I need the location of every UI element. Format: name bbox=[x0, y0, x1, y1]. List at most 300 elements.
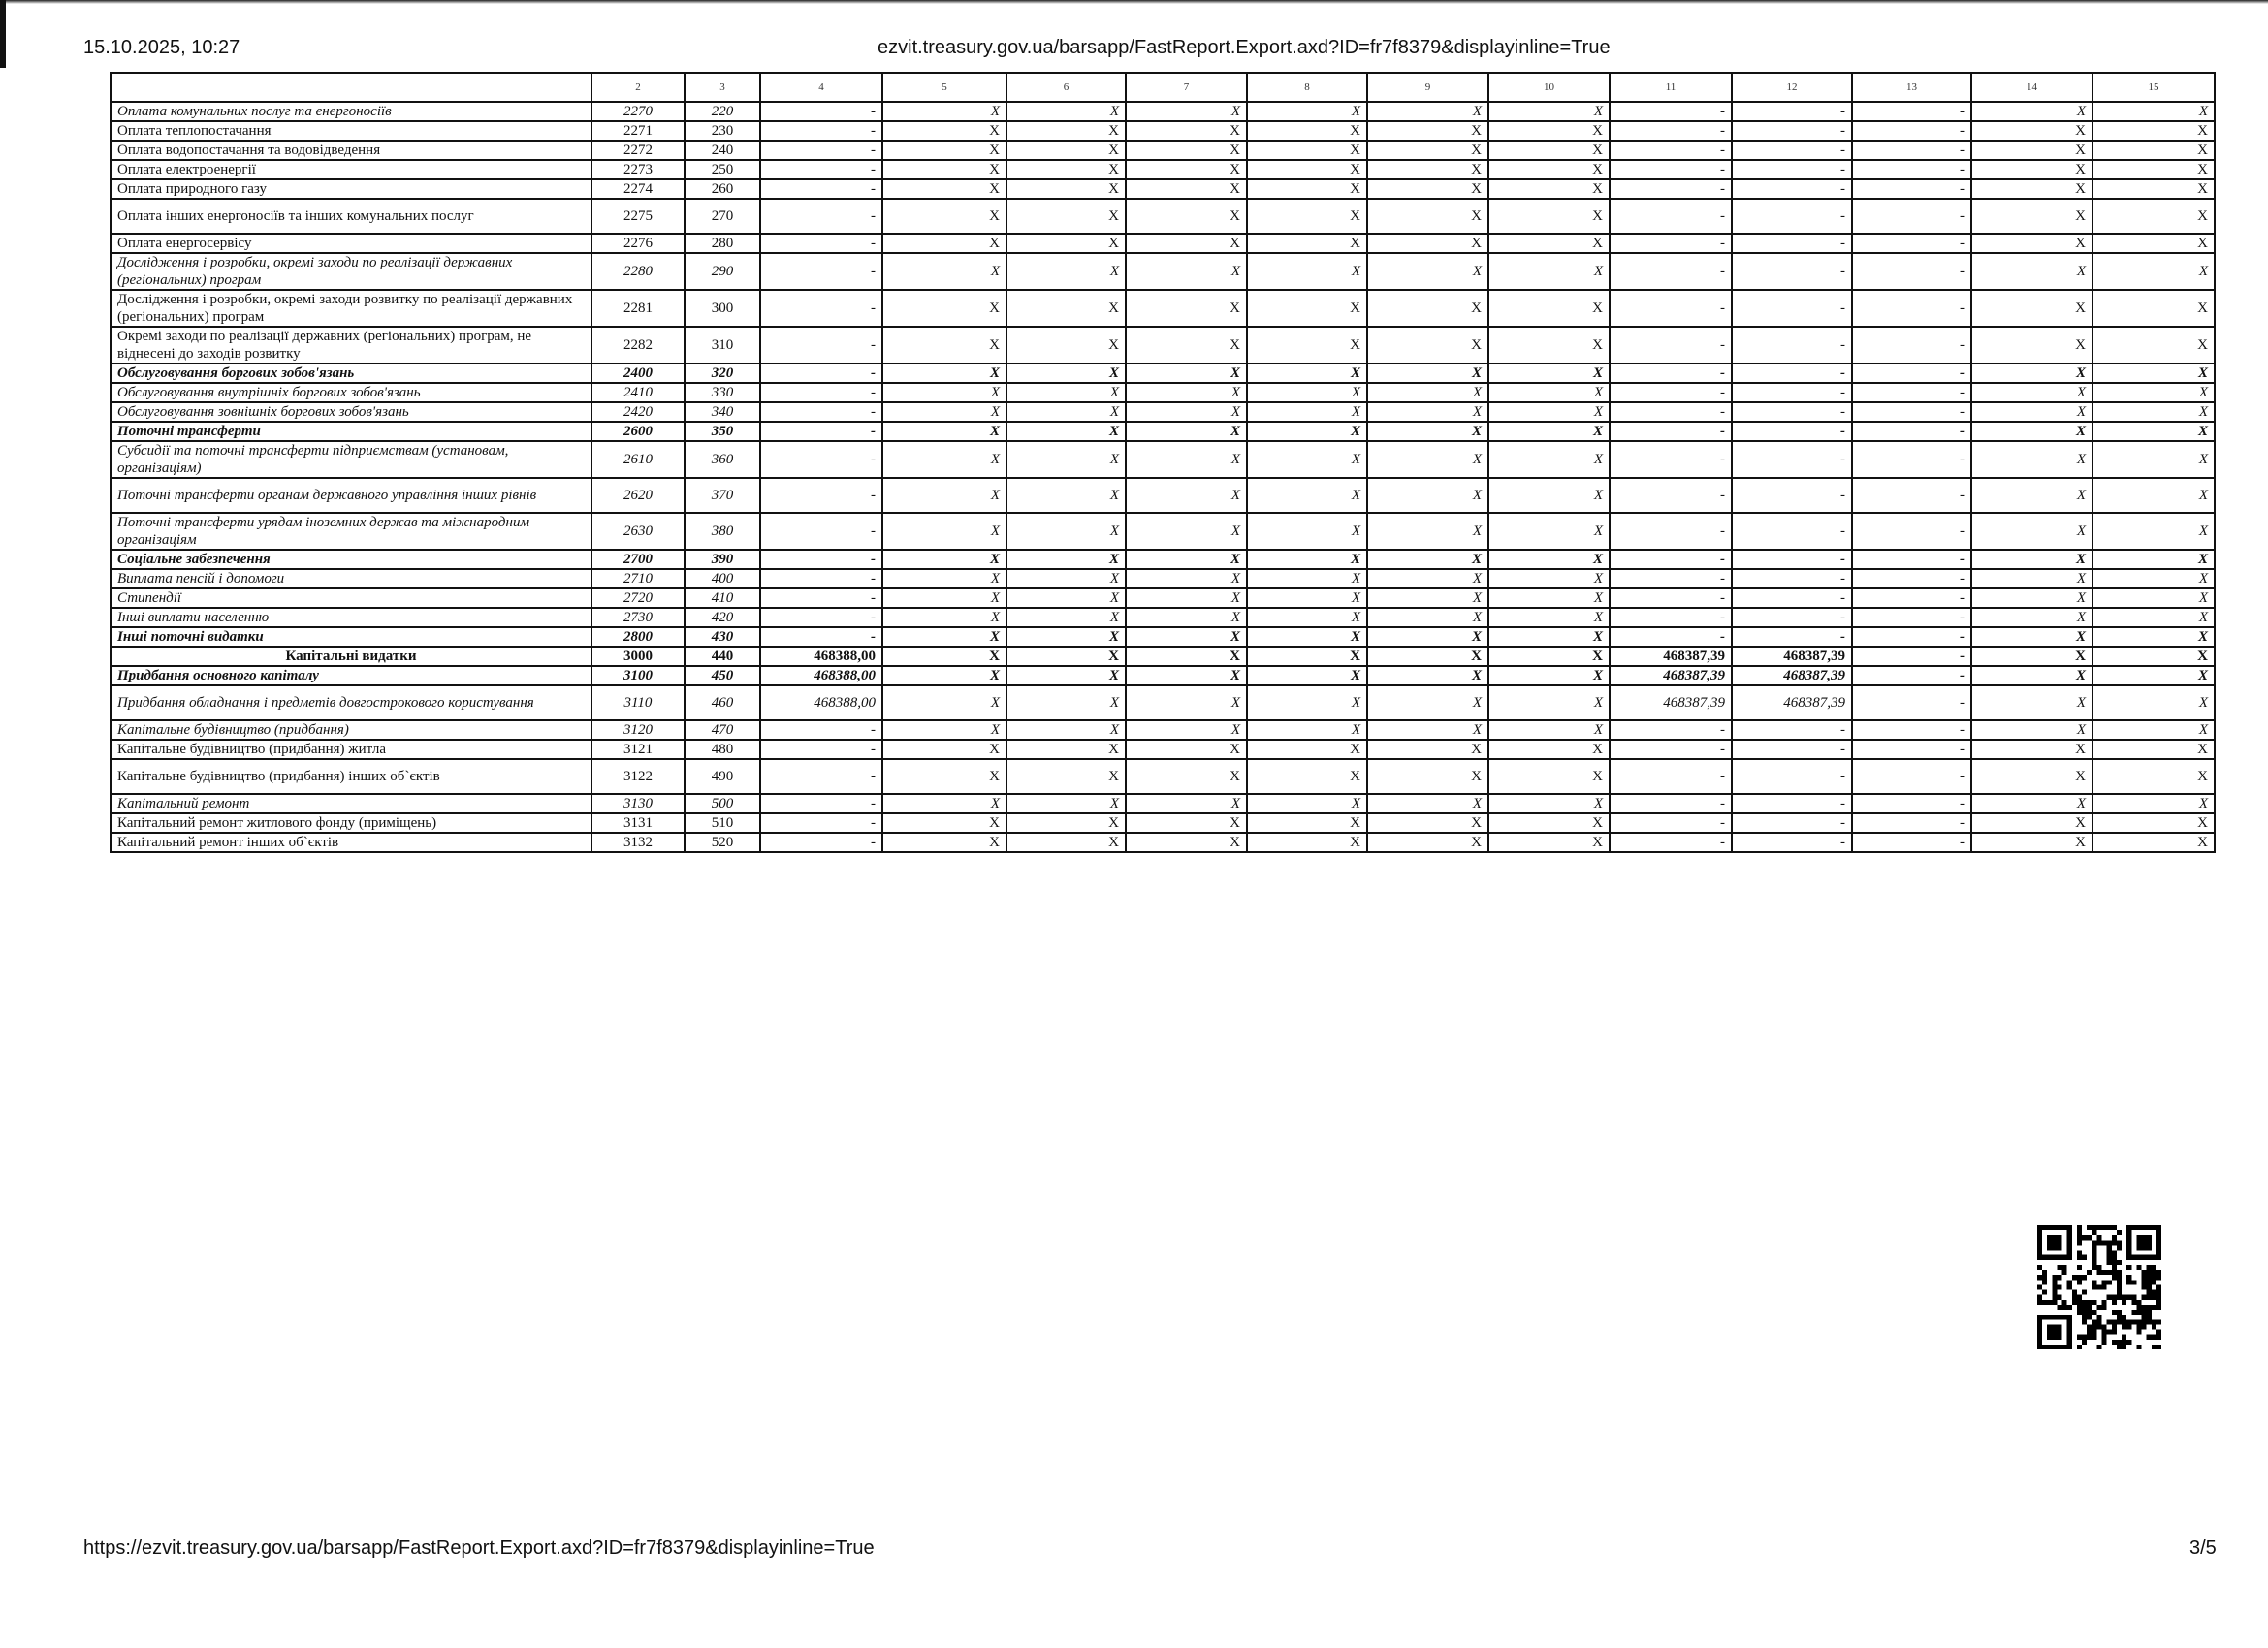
table-row bbox=[111, 627, 2215, 647]
row-value-v8: X bbox=[1247, 478, 1367, 513]
row-value-v10: X bbox=[1488, 833, 1610, 852]
row-value-v11: - bbox=[1610, 794, 1732, 813]
row-value-v4: - bbox=[760, 160, 882, 179]
row-value-v11: - bbox=[1610, 588, 1732, 608]
row-value-v7: X bbox=[1126, 588, 1247, 608]
row-value-v9: X bbox=[1367, 199, 1488, 234]
row-value-v5: X bbox=[882, 141, 1006, 160]
row-value-v15: X bbox=[2092, 588, 2215, 608]
row-value-v8: X bbox=[1247, 588, 1367, 608]
column-number: 11 bbox=[1610, 73, 1732, 102]
row-value-v8: X bbox=[1247, 121, 1367, 141]
row-line-number: 480 bbox=[685, 740, 760, 759]
row-value-v6: X bbox=[1006, 720, 1126, 740]
row-value-v7: X bbox=[1126, 569, 1247, 588]
row-value-v12: - bbox=[1732, 102, 1852, 121]
row-value-v8: X bbox=[1247, 647, 1367, 666]
table-row bbox=[111, 327, 2215, 364]
table-row bbox=[111, 199, 2215, 234]
row-line-number: 330 bbox=[685, 383, 760, 402]
row-value-v14: X bbox=[1971, 569, 2092, 588]
row-value-v15: X bbox=[2092, 833, 2215, 852]
row-value-v15: X bbox=[2092, 627, 2215, 647]
row-value-v7: X bbox=[1126, 720, 1247, 740]
row-value-v12: - bbox=[1732, 160, 1852, 179]
row-value-v9: X bbox=[1367, 588, 1488, 608]
row-value-v10: X bbox=[1488, 121, 1610, 141]
row-label: Дослідження і розробки, окремі заходи по реалізації державних (регіональних) програм bbox=[111, 253, 591, 290]
row-value-v4: - bbox=[760, 102, 882, 121]
row-value-v14: X bbox=[1971, 759, 2092, 794]
row-value-v9: X bbox=[1367, 253, 1488, 290]
row-code: 2710 bbox=[591, 569, 685, 588]
row-code: 2400 bbox=[591, 364, 685, 383]
row-value-v5: X bbox=[882, 253, 1006, 290]
row-value-v13: - bbox=[1852, 550, 1971, 569]
table-row bbox=[111, 720, 2215, 740]
table-row bbox=[111, 364, 2215, 383]
row-value-v10: X bbox=[1488, 588, 1610, 608]
row-value-v6: X bbox=[1006, 685, 1126, 720]
row-value-v13: - bbox=[1852, 513, 1971, 550]
row-label: Виплата пенсій і допомоги bbox=[111, 569, 591, 588]
row-label: Оплата інших енергоносіїв та інших комунальних послуг bbox=[111, 199, 591, 234]
row-value-v9: X bbox=[1367, 833, 1488, 852]
row-value-v14: X bbox=[1971, 121, 2092, 141]
row-value-v13: - bbox=[1852, 720, 1971, 740]
row-line-number: 300 bbox=[685, 290, 760, 327]
row-value-v8: X bbox=[1247, 179, 1367, 199]
row-value-v7: X bbox=[1126, 608, 1247, 627]
row-label: Соціальне забезпечення bbox=[111, 550, 591, 569]
row-value-v15: X bbox=[2092, 478, 2215, 513]
row-value-v15: X bbox=[2092, 569, 2215, 588]
row-value-v5: X bbox=[882, 402, 1006, 422]
row-value-v6: X bbox=[1006, 234, 1126, 253]
row-value-v8: X bbox=[1247, 383, 1367, 402]
row-line-number: 240 bbox=[685, 141, 760, 160]
row-value-v7: X bbox=[1126, 513, 1247, 550]
row-line-number: 510 bbox=[685, 813, 760, 833]
row-value-v5: X bbox=[882, 666, 1006, 685]
row-value-v6: X bbox=[1006, 402, 1126, 422]
row-value-v8: X bbox=[1247, 290, 1367, 327]
row-value-v15: X bbox=[2092, 720, 2215, 740]
row-value-v5: X bbox=[882, 290, 1006, 327]
row-value-v15: X bbox=[2092, 234, 2215, 253]
row-value-v5: X bbox=[882, 740, 1006, 759]
row-code: 2420 bbox=[591, 402, 685, 422]
row-label: Капітальні видатки bbox=[111, 647, 591, 666]
table-row bbox=[111, 478, 2215, 513]
row-code: 2280 bbox=[591, 253, 685, 290]
row-value-v4: - bbox=[760, 402, 882, 422]
column-number: 3 bbox=[685, 73, 760, 102]
row-value-v14: X bbox=[1971, 608, 2092, 627]
row-code: 3130 bbox=[591, 794, 685, 813]
row-value-v12: - bbox=[1732, 627, 1852, 647]
row-value-v14: X bbox=[1971, 199, 2092, 234]
row-value-v5: X bbox=[882, 833, 1006, 852]
column-number: 9 bbox=[1367, 73, 1488, 102]
row-value-v14: X bbox=[1971, 513, 2092, 550]
row-line-number: 220 bbox=[685, 102, 760, 121]
row-value-v12: - bbox=[1732, 327, 1852, 364]
row-value-v7: X bbox=[1126, 290, 1247, 327]
row-line-number: 340 bbox=[685, 402, 760, 422]
row-value-v7: X bbox=[1126, 179, 1247, 199]
row-value-v5: X bbox=[882, 513, 1006, 550]
row-value-v12: - bbox=[1732, 478, 1852, 513]
row-label: Капітальний ремонт bbox=[111, 794, 591, 813]
row-value-v11: - bbox=[1610, 364, 1732, 383]
row-line-number: 230 bbox=[685, 121, 760, 141]
column-number: 2 bbox=[591, 73, 685, 102]
row-value-v13: - bbox=[1852, 759, 1971, 794]
row-value-v4: - bbox=[760, 364, 882, 383]
row-value-v7: X bbox=[1126, 253, 1247, 290]
row-value-v13: - bbox=[1852, 364, 1971, 383]
row-value-v14: X bbox=[1971, 402, 2092, 422]
row-value-v10: X bbox=[1488, 422, 1610, 441]
row-value-v14: X bbox=[1971, 160, 2092, 179]
row-value-v9: X bbox=[1367, 327, 1488, 364]
row-value-v14: X bbox=[1971, 794, 2092, 813]
row-value-v9: X bbox=[1367, 759, 1488, 794]
row-value-v6: X bbox=[1006, 588, 1126, 608]
row-line-number: 370 bbox=[685, 478, 760, 513]
row-value-v6: X bbox=[1006, 141, 1126, 160]
row-value-v8: X bbox=[1247, 327, 1367, 364]
column-number: 7 bbox=[1126, 73, 1247, 102]
row-value-v11: - bbox=[1610, 550, 1732, 569]
row-value-v12: - bbox=[1732, 234, 1852, 253]
row-value-v15: X bbox=[2092, 383, 2215, 402]
table-row bbox=[111, 102, 2215, 121]
row-value-v6: X bbox=[1006, 833, 1126, 852]
table-row bbox=[111, 647, 2215, 666]
row-value-v12: - bbox=[1732, 141, 1852, 160]
row-line-number: 360 bbox=[685, 441, 760, 478]
row-value-v15: X bbox=[2092, 179, 2215, 199]
row-code: 2276 bbox=[591, 234, 685, 253]
row-value-v11: - bbox=[1610, 234, 1732, 253]
row-value-v6: X bbox=[1006, 327, 1126, 364]
row-line-number: 520 bbox=[685, 833, 760, 852]
row-value-v5: X bbox=[882, 685, 1006, 720]
row-value-v15: X bbox=[2092, 813, 2215, 833]
row-value-v4: - bbox=[760, 513, 882, 550]
row-value-v6: X bbox=[1006, 441, 1126, 478]
row-value-v13: - bbox=[1852, 478, 1971, 513]
table-row bbox=[111, 253, 2215, 290]
row-value-v13: - bbox=[1852, 199, 1971, 234]
row-value-v11: - bbox=[1610, 513, 1732, 550]
row-value-v7: X bbox=[1126, 627, 1247, 647]
row-value-v14: X bbox=[1971, 290, 2092, 327]
row-value-v10: X bbox=[1488, 647, 1610, 666]
row-value-v14: X bbox=[1971, 141, 2092, 160]
row-value-v7: X bbox=[1126, 383, 1247, 402]
row-value-v14: X bbox=[1971, 627, 2092, 647]
row-line-number: 250 bbox=[685, 160, 760, 179]
row-value-v11: - bbox=[1610, 740, 1732, 759]
row-value-v15: X bbox=[2092, 141, 2215, 160]
row-value-v8: X bbox=[1247, 441, 1367, 478]
table-row bbox=[111, 160, 2215, 179]
row-value-v11: - bbox=[1610, 813, 1732, 833]
row-value-v13: - bbox=[1852, 627, 1971, 647]
row-value-v9: X bbox=[1367, 666, 1488, 685]
row-line-number: 380 bbox=[685, 513, 760, 550]
row-value-v7: X bbox=[1126, 402, 1247, 422]
row-value-v7: X bbox=[1126, 833, 1247, 852]
row-value-v12: 468387,39 bbox=[1732, 647, 1852, 666]
row-value-v11: - bbox=[1610, 402, 1732, 422]
row-value-v11: - bbox=[1610, 179, 1732, 199]
row-value-v12: - bbox=[1732, 608, 1852, 627]
row-value-v4: - bbox=[760, 813, 882, 833]
row-value-v9: X bbox=[1367, 627, 1488, 647]
row-value-v5: X bbox=[882, 199, 1006, 234]
row-value-v7: X bbox=[1126, 234, 1247, 253]
row-value-v4: - bbox=[760, 327, 882, 364]
row-value-v4: - bbox=[760, 720, 882, 740]
row-value-v15: X bbox=[2092, 740, 2215, 759]
row-value-v5: X bbox=[882, 720, 1006, 740]
row-code: 2610 bbox=[591, 441, 685, 478]
row-value-v15: X bbox=[2092, 364, 2215, 383]
column-number: 4 bbox=[760, 73, 882, 102]
row-value-v4: 468388,00 bbox=[760, 647, 882, 666]
row-value-v11: - bbox=[1610, 160, 1732, 179]
row-value-v12: - bbox=[1732, 740, 1852, 759]
row-line-number: 290 bbox=[685, 253, 760, 290]
row-value-v5: X bbox=[882, 102, 1006, 121]
row-value-v10: X bbox=[1488, 627, 1610, 647]
row-value-v6: X bbox=[1006, 608, 1126, 627]
row-code: 2630 bbox=[591, 513, 685, 550]
table-row bbox=[111, 234, 2215, 253]
row-value-v6: X bbox=[1006, 290, 1126, 327]
row-value-v14: X bbox=[1971, 327, 2092, 364]
row-value-v10: X bbox=[1488, 513, 1610, 550]
row-label: Капітальне будівництво (придбання) житла bbox=[111, 740, 591, 759]
row-value-v6: X bbox=[1006, 550, 1126, 569]
column-number: 8 bbox=[1247, 73, 1367, 102]
row-value-v11: - bbox=[1610, 383, 1732, 402]
row-value-v8: X bbox=[1247, 550, 1367, 569]
row-line-number: 410 bbox=[685, 588, 760, 608]
row-value-v13: - bbox=[1852, 608, 1971, 627]
row-value-v12: - bbox=[1732, 253, 1852, 290]
row-value-v14: X bbox=[1971, 740, 2092, 759]
row-value-v7: X bbox=[1126, 327, 1247, 364]
row-value-v13: - bbox=[1852, 160, 1971, 179]
column-number: 6 bbox=[1006, 73, 1126, 102]
row-value-v4: 468388,00 bbox=[760, 685, 882, 720]
row-value-v4: - bbox=[760, 569, 882, 588]
row-value-v8: X bbox=[1247, 685, 1367, 720]
row-line-number: 430 bbox=[685, 627, 760, 647]
row-value-v5: X bbox=[882, 759, 1006, 794]
row-value-v15: X bbox=[2092, 327, 2215, 364]
qr-code-image bbox=[2037, 1225, 2161, 1349]
row-value-v9: X bbox=[1367, 608, 1488, 627]
row-value-v8: X bbox=[1247, 627, 1367, 647]
row-value-v6: X bbox=[1006, 422, 1126, 441]
row-label: Поточні трансферти урядам іноземних держав та міжнародним організаціям bbox=[111, 513, 591, 550]
row-value-v13: - bbox=[1852, 833, 1971, 852]
row-value-v4: - bbox=[760, 422, 882, 441]
row-value-v11: 468387,39 bbox=[1610, 685, 1732, 720]
row-value-v4: - bbox=[760, 383, 882, 402]
row-value-v10: X bbox=[1488, 720, 1610, 740]
row-value-v9: X bbox=[1367, 160, 1488, 179]
row-value-v6: X bbox=[1006, 102, 1126, 121]
row-value-v9: X bbox=[1367, 121, 1488, 141]
row-value-v6: X bbox=[1006, 383, 1126, 402]
row-value-v10: X bbox=[1488, 685, 1610, 720]
row-value-v15: X bbox=[2092, 121, 2215, 141]
row-value-v11: - bbox=[1610, 833, 1732, 852]
row-value-v10: X bbox=[1488, 141, 1610, 160]
row-value-v13: - bbox=[1852, 234, 1971, 253]
row-value-v8: X bbox=[1247, 364, 1367, 383]
row-value-v9: X bbox=[1367, 102, 1488, 121]
print-url-header: ezvit.treasury.gov.ua/barsapp/FastReport.Export.axd?ID=fr7f8379&displayinline=True bbox=[878, 37, 1611, 58]
row-line-number: 440 bbox=[685, 647, 760, 666]
row-line-number: 390 bbox=[685, 550, 760, 569]
row-value-v12: - bbox=[1732, 813, 1852, 833]
column-number: 5 bbox=[882, 73, 1006, 102]
row-value-v6: X bbox=[1006, 794, 1126, 813]
row-line-number: 280 bbox=[685, 234, 760, 253]
row-code: 3132 bbox=[591, 833, 685, 852]
row-value-v4: 468388,00 bbox=[760, 666, 882, 685]
row-value-v14: X bbox=[1971, 422, 2092, 441]
row-value-v8: X bbox=[1247, 608, 1367, 627]
row-label: Обслуговування внутрішніх боргових зобов'язань bbox=[111, 383, 591, 402]
row-code: 2273 bbox=[591, 160, 685, 179]
row-value-v11: - bbox=[1610, 759, 1732, 794]
row-label: Капітальне будівництво (придбання) інших об`єктів bbox=[111, 759, 591, 794]
row-value-v6: X bbox=[1006, 759, 1126, 794]
row-value-v13: - bbox=[1852, 441, 1971, 478]
row-label: Придбання обладнання і предметів довгострокового користування bbox=[111, 685, 591, 720]
row-line-number: 270 bbox=[685, 199, 760, 234]
row-value-v8: X bbox=[1247, 813, 1367, 833]
table-row bbox=[111, 441, 2215, 478]
row-value-v8: X bbox=[1247, 253, 1367, 290]
row-value-v12: - bbox=[1732, 569, 1852, 588]
row-value-v11: 468387,39 bbox=[1610, 666, 1732, 685]
row-value-v6: X bbox=[1006, 740, 1126, 759]
row-code: 3122 bbox=[591, 759, 685, 794]
table-row bbox=[111, 121, 2215, 141]
row-value-v10: X bbox=[1488, 102, 1610, 121]
row-code: 2270 bbox=[591, 102, 685, 121]
row-value-v13: - bbox=[1852, 647, 1971, 666]
row-value-v11: - bbox=[1610, 441, 1732, 478]
row-value-v15: X bbox=[2092, 253, 2215, 290]
row-value-v10: X bbox=[1488, 666, 1610, 685]
row-value-v9: X bbox=[1367, 383, 1488, 402]
row-value-v14: X bbox=[1971, 253, 2092, 290]
row-value-v12: - bbox=[1732, 833, 1852, 852]
row-value-v13: - bbox=[1852, 290, 1971, 327]
row-label: Капітальне будівництво (придбання) bbox=[111, 720, 591, 740]
row-value-v8: X bbox=[1247, 759, 1367, 794]
row-value-v12: - bbox=[1732, 422, 1852, 441]
row-value-v14: X bbox=[1971, 102, 2092, 121]
row-label: Обслуговування боргових зобов'язань bbox=[111, 364, 591, 383]
row-line-number: 490 bbox=[685, 759, 760, 794]
row-value-v5: X bbox=[882, 121, 1006, 141]
row-value-v15: X bbox=[2092, 513, 2215, 550]
row-value-v10: X bbox=[1488, 383, 1610, 402]
row-value-v9: X bbox=[1367, 179, 1488, 199]
table-row bbox=[111, 402, 2215, 422]
row-value-v7: X bbox=[1126, 813, 1247, 833]
row-value-v6: X bbox=[1006, 253, 1126, 290]
row-value-v14: X bbox=[1971, 588, 2092, 608]
row-label: Капітальний ремонт інших об`єктів bbox=[111, 833, 591, 852]
row-value-v13: - bbox=[1852, 422, 1971, 441]
row-value-v14: X bbox=[1971, 179, 2092, 199]
row-label: Поточні трансферти органам державного управління інших рівнів bbox=[111, 478, 591, 513]
row-code: 2272 bbox=[591, 141, 685, 160]
row-value-v6: X bbox=[1006, 647, 1126, 666]
row-value-v7: X bbox=[1126, 102, 1247, 121]
row-line-number: 260 bbox=[685, 179, 760, 199]
row-value-v4: - bbox=[760, 794, 882, 813]
row-label: Оплата комунальних послуг та енергоносіїв bbox=[111, 102, 591, 121]
row-value-v6: X bbox=[1006, 666, 1126, 685]
row-value-v11: - bbox=[1610, 720, 1732, 740]
row-value-v7: X bbox=[1126, 478, 1247, 513]
row-value-v5: X bbox=[882, 422, 1006, 441]
row-value-v9: X bbox=[1367, 141, 1488, 160]
row-value-v5: X bbox=[882, 364, 1006, 383]
row-value-v4: - bbox=[760, 290, 882, 327]
row-value-v13: - bbox=[1852, 685, 1971, 720]
row-value-v7: X bbox=[1126, 666, 1247, 685]
row-value-v6: X bbox=[1006, 569, 1126, 588]
row-value-v11: - bbox=[1610, 608, 1732, 627]
row-code: 3120 bbox=[591, 720, 685, 740]
row-value-v10: X bbox=[1488, 179, 1610, 199]
row-value-v14: X bbox=[1971, 234, 2092, 253]
row-value-v10: X bbox=[1488, 234, 1610, 253]
row-value-v8: X bbox=[1247, 402, 1367, 422]
row-value-v4: - bbox=[760, 441, 882, 478]
row-value-v15: X bbox=[2092, 666, 2215, 685]
row-value-v15: X bbox=[2092, 550, 2215, 569]
row-value-v7: X bbox=[1126, 160, 1247, 179]
row-value-v11: - bbox=[1610, 569, 1732, 588]
row-value-v9: X bbox=[1367, 422, 1488, 441]
column-number bbox=[111, 73, 591, 102]
row-value-v11: - bbox=[1610, 478, 1732, 513]
row-value-v13: - bbox=[1852, 179, 1971, 199]
row-value-v7: X bbox=[1126, 121, 1247, 141]
row-value-v7: X bbox=[1126, 647, 1247, 666]
row-value-v8: X bbox=[1247, 234, 1367, 253]
table-row bbox=[111, 513, 2215, 550]
page-number: 3/5 bbox=[2189, 1537, 2217, 1559]
row-value-v15: X bbox=[2092, 685, 2215, 720]
